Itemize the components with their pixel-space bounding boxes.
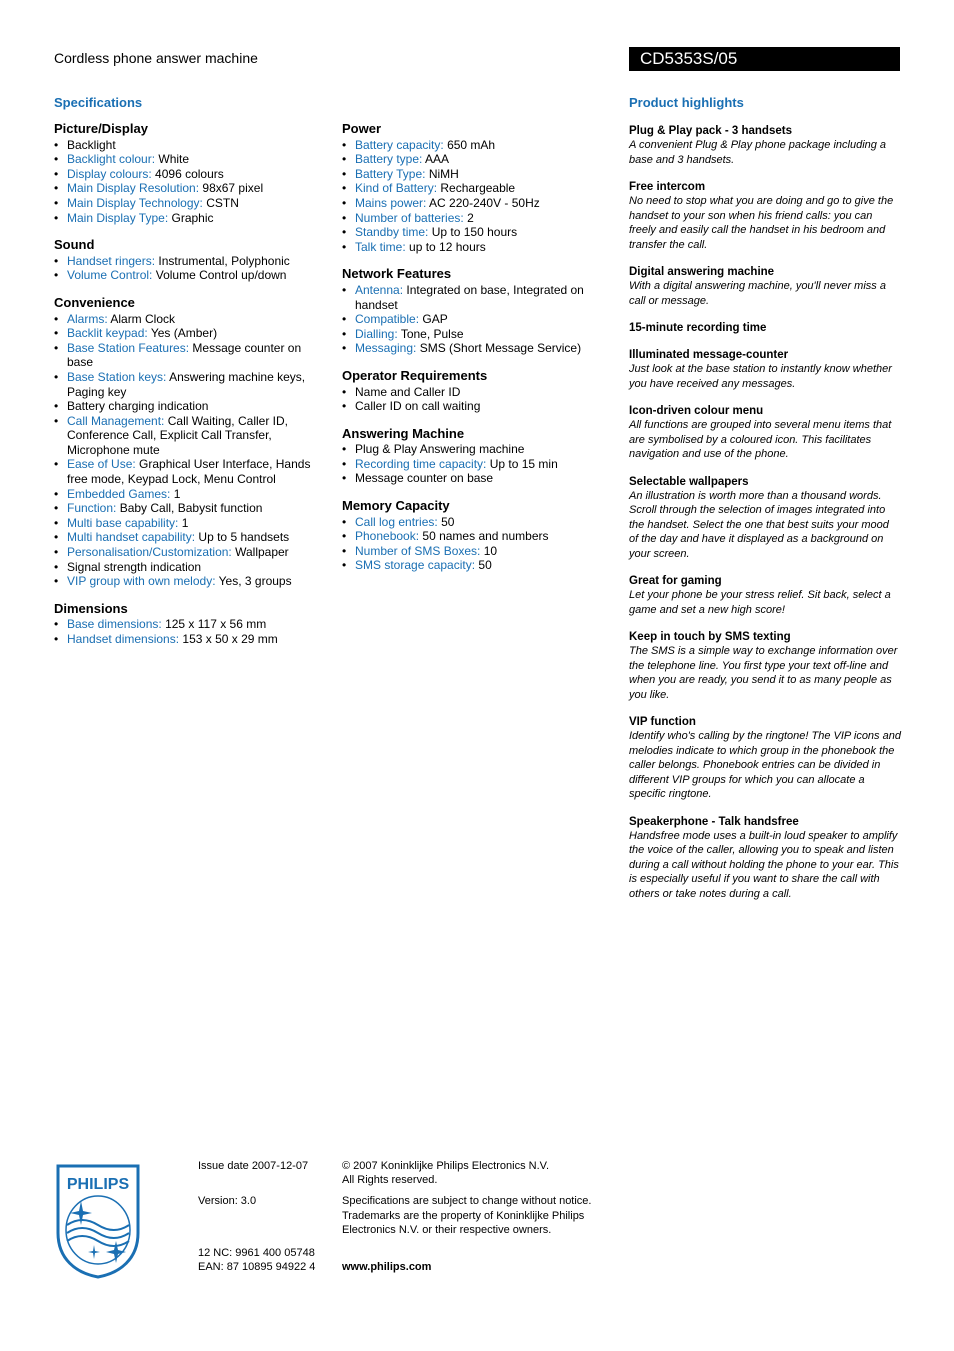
highlight-item bbox=[629, 475, 901, 562]
spec-item-value: Answering machine keys, Paging key bbox=[67, 369, 306, 399]
spec-item bbox=[342, 442, 592, 457]
spec-section-convenience bbox=[54, 296, 326, 589]
highlight-description: Identify who's calling by the ringtone! The VIP icons and melodies indicate to which group in the phonebook the caller belongs. Phonebook entries can be divided in different VIP groups for which you can allocate a specific ringtone. bbox=[629, 730, 901, 800]
spec-item-key: Number of SMS Boxes: bbox=[355, 543, 481, 558]
spec-item-value: SMS (Short Message Service) bbox=[419, 341, 582, 356]
spec-item-key: Call log entries: bbox=[355, 514, 438, 529]
highlight-description: No need to stop what you are doing and go to give the handset to your son when his friend calls: you can freely and easily call the handset in his bedroom and transfer the call. bbox=[629, 195, 894, 251]
spec-section-network bbox=[342, 267, 592, 356]
spec-item-key: Battery capacity: bbox=[355, 137, 444, 152]
spec-item-key: Multi base capability: bbox=[67, 515, 179, 530]
spec-item bbox=[342, 385, 592, 400]
spec-item bbox=[54, 211, 326, 226]
spec-item-key: Main Display Type: bbox=[67, 210, 169, 225]
highlight-item bbox=[629, 265, 901, 308]
spec-item-key: Compatible: bbox=[355, 312, 420, 327]
spec-item bbox=[54, 545, 326, 560]
spec-item bbox=[54, 341, 326, 370]
spec-list bbox=[54, 138, 326, 226]
spec-section-memory bbox=[342, 499, 592, 573]
spec-item-value: Wallpaper bbox=[235, 545, 289, 560]
spec-item-value: Backlight bbox=[67, 137, 116, 152]
spec-item-value: Up to 15 min bbox=[489, 456, 558, 471]
highlight-title: VIP function bbox=[629, 716, 696, 728]
spec-item-key: Ease of Use: bbox=[67, 457, 136, 472]
spec-item bbox=[54, 167, 326, 182]
highlight-title: Selectable wallpapers bbox=[629, 475, 749, 488]
spec-item-value: Graphical User Interface, Hands free mode, Keypad Lock, Menu Control bbox=[67, 457, 311, 487]
version: Version: 3.0 bbox=[198, 1195, 257, 1207]
specs-column-middle bbox=[342, 122, 592, 573]
spec-item-value: Caller ID on call waiting bbox=[355, 399, 481, 414]
spec-item-value: Up to 150 hours bbox=[431, 225, 518, 240]
spec-item-value: 98x67 pixel bbox=[202, 181, 264, 196]
spec-list bbox=[342, 283, 592, 356]
spec-item bbox=[54, 457, 326, 486]
spec-item-key: Phonebook: bbox=[355, 529, 420, 544]
spec-item-key: Antenna: bbox=[355, 282, 404, 297]
spec-item-value: CSTN bbox=[206, 195, 239, 210]
spec-item-value: Signal strength indication bbox=[67, 559, 202, 574]
spec-item-value: Up to 5 handsets bbox=[198, 530, 290, 545]
product-highlights-heading: Product highlights bbox=[629, 95, 744, 110]
spec-item-key: Battery type: bbox=[355, 152, 423, 167]
spec-section-answering bbox=[342, 427, 592, 486]
highlight-title: 15-minute recording time bbox=[629, 322, 767, 334]
spec-item bbox=[54, 574, 326, 589]
spec-item bbox=[54, 501, 326, 516]
spec-item bbox=[342, 457, 592, 472]
highlight-description: With a digital answering machine, you'll never miss a call or message. bbox=[629, 280, 886, 307]
spec-section-title: Power bbox=[342, 121, 382, 136]
highlight-description: All functions are grouped into several menu items that are symbolised by a coloured icon. This facilitates navigation and use of the phone. bbox=[629, 419, 892, 460]
spec-item bbox=[342, 240, 592, 255]
spec-item-key: SMS storage capacity: bbox=[355, 558, 476, 573]
spec-item bbox=[54, 617, 326, 632]
spec-item bbox=[54, 312, 326, 327]
nc-code: 12 NC: 9961 400 05748 bbox=[198, 1247, 315, 1259]
philips-shield-icon bbox=[54, 1163, 142, 1279]
spec-item bbox=[342, 529, 592, 544]
model-number-banner: CD5353S/05 bbox=[629, 47, 900, 71]
spec-item bbox=[342, 138, 592, 153]
spec-item bbox=[54, 530, 326, 545]
spec-section-sound bbox=[54, 238, 326, 283]
spec-item-key: Main Display Technology: bbox=[67, 195, 203, 210]
specs-column-left bbox=[54, 122, 326, 647]
spec-item-value: 50 names and numbers bbox=[422, 529, 549, 544]
highlight-title: Plug & Play pack - 3 handsets bbox=[629, 125, 792, 137]
spec-item bbox=[54, 399, 326, 414]
spec-item bbox=[342, 544, 592, 559]
highlight-item bbox=[629, 321, 901, 335]
website-link[interactable]: www.philips.com bbox=[342, 1261, 432, 1273]
highlight-title: Digital answering machine bbox=[629, 266, 775, 278]
spec-item-value: Message counter on base bbox=[355, 471, 494, 486]
spec-list bbox=[342, 515, 592, 573]
spec-item-key: Base Station keys: bbox=[67, 369, 167, 384]
highlight-item bbox=[629, 180, 901, 252]
spec-list bbox=[342, 138, 592, 255]
spec-item bbox=[342, 515, 592, 530]
highlight-title: Speakerphone - Talk handsfree bbox=[629, 815, 799, 828]
spec-item-value: Integrated on base, Integrated on handset bbox=[355, 282, 584, 312]
highlight-title: Great for gaming bbox=[629, 575, 722, 587]
spec-item-key: Volume Control: bbox=[67, 268, 153, 283]
spec-item-key: Handset dimensions: bbox=[67, 632, 180, 646]
spec-item-value: Name and Caller ID bbox=[355, 384, 461, 399]
spec-item-key: Function: bbox=[67, 501, 117, 516]
spec-item-value: 153 x 50 x 29 mm bbox=[182, 632, 278, 646]
highlight-description: Handsfree mode uses a built-in loud speaker to amplify the voice of the caller, allowing you to speak and listen during a call without holding the phone to your ear. This is especially useful if you want to share the call with others or take notes during a call. bbox=[629, 829, 899, 900]
spec-item-key: Embedded Games: bbox=[67, 486, 171, 501]
spec-item bbox=[54, 487, 326, 502]
highlight-item bbox=[629, 815, 901, 902]
spec-section-title: Sound bbox=[54, 237, 95, 253]
spec-item bbox=[54, 326, 326, 341]
spec-item bbox=[342, 167, 592, 182]
spec-item-key: Number of batteries: bbox=[355, 210, 464, 225]
spec-item-value: 2 bbox=[467, 210, 474, 225]
spec-item-value: AC 220-240V - 50Hz bbox=[429, 195, 540, 210]
spec-item bbox=[342, 312, 592, 327]
spec-item-value: NiMH bbox=[428, 166, 459, 181]
spec-item-value: Graphic bbox=[171, 210, 214, 225]
spec-section-title: Network Features bbox=[342, 266, 452, 282]
highlight-description: The SMS is a simple way to exchange information over the telephone line. You first type your text off-line and when you are ready, you send it to as many people as you like. bbox=[629, 645, 898, 701]
spec-item bbox=[342, 341, 592, 356]
spec-item bbox=[342, 181, 592, 196]
spec-item-value: Volume Control up/down bbox=[155, 268, 287, 283]
spec-item bbox=[342, 152, 592, 167]
spec-item bbox=[342, 225, 592, 240]
spec-item-key: Recording time capacity: bbox=[355, 456, 487, 471]
spec-list bbox=[54, 617, 326, 646]
notice-line-2: Trademarks are the property of Koninklijke Philips bbox=[342, 1210, 585, 1222]
philips-logo-text: PHILIPS bbox=[66, 1176, 130, 1193]
spec-section-title: Picture/Display bbox=[54, 121, 148, 136]
spec-item bbox=[342, 211, 592, 226]
spec-item-key: Alarms: bbox=[67, 311, 108, 326]
spec-item-key: Kind of Battery: bbox=[355, 181, 438, 196]
spec-item-value: Rechargeable bbox=[440, 181, 516, 196]
highlight-title: Illuminated message-counter bbox=[629, 349, 789, 361]
spec-item-value: Yes, 3 groups bbox=[218, 574, 292, 589]
spec-item-key: VIP group with own melody: bbox=[67, 574, 216, 589]
issue-date: Issue date 2007-12-07 bbox=[198, 1160, 309, 1172]
spec-item-value: 4096 colours bbox=[155, 166, 224, 181]
spec-list bbox=[54, 312, 326, 589]
spec-item-key: Call Management: bbox=[67, 413, 165, 428]
spec-item-value: Tone, Pulse bbox=[400, 326, 464, 341]
spec-item bbox=[54, 196, 326, 211]
spec-item-value: White bbox=[158, 152, 190, 167]
highlight-description: An illustration is worth more than a thousand words. Scroll through the selection of images integrated into the handset. Select the one that best suits your mood of the day and have it displayed as a background on your screen. bbox=[629, 489, 889, 560]
spec-item-value: 10 bbox=[483, 543, 498, 558]
spec-item-value: 1 bbox=[181, 515, 189, 530]
spec-item bbox=[54, 181, 326, 196]
spec-item bbox=[54, 516, 326, 531]
spec-item-key: Display colours: bbox=[67, 166, 152, 181]
spec-item-key: Personalisation/Customization: bbox=[67, 545, 232, 560]
notice-line-3: Electronics N.V. or their respective owners. bbox=[342, 1224, 552, 1236]
spec-item-value: Alarm Clock bbox=[110, 311, 176, 326]
spec-item-value: Battery charging indication bbox=[67, 399, 209, 414]
spec-item-value: Call Waiting, Caller ID, Conference Call, Explicit Call Transfer, Microphone mute bbox=[67, 413, 288, 457]
spec-item-value: 50 bbox=[441, 514, 455, 529]
spec-item-key: Battery Type: bbox=[355, 166, 426, 181]
spec-section-title: Memory Capacity bbox=[342, 498, 450, 514]
highlight-description: Let your phone be your stress relief. Sit back, select a game and set a new high score! bbox=[629, 589, 891, 616]
spec-item-key: Messaging: bbox=[355, 341, 417, 356]
spec-item-value: GAP bbox=[422, 312, 448, 327]
spec-item-key: Handset ringers: bbox=[67, 253, 156, 268]
spec-item bbox=[54, 414, 326, 458]
spec-section-title: Operator Requirements bbox=[342, 367, 488, 383]
spec-item bbox=[54, 268, 326, 283]
spec-item-value: 125 x 117 x 56 mm bbox=[165, 617, 267, 632]
spec-item-key: Main Display Resolution: bbox=[67, 181, 200, 196]
highlight-item bbox=[629, 574, 901, 617]
spec-item-value: 50 bbox=[478, 558, 492, 573]
spec-item-value: Baby Call, Babysit function bbox=[119, 501, 263, 516]
spec-section-title: Dimensions bbox=[54, 600, 128, 616]
spec-item-value: 1 bbox=[173, 486, 181, 501]
highlight-title: Keep in touch by SMS texting bbox=[629, 631, 791, 643]
spec-list bbox=[342, 442, 592, 486]
highlight-item bbox=[629, 348, 901, 391]
spec-item-value: AAA bbox=[425, 152, 450, 167]
highlight-item bbox=[629, 404, 901, 462]
highlight-title: Icon-driven colour menu bbox=[629, 405, 764, 417]
spec-item-key: Base dimensions: bbox=[67, 617, 162, 632]
spec-section-title: Answering Machine bbox=[342, 425, 465, 441]
spec-section-operator bbox=[342, 369, 592, 414]
spec-item bbox=[54, 152, 326, 167]
ean-code: EAN: 87 10895 94922 4 bbox=[198, 1261, 316, 1273]
spec-item-key: Base Station Features: bbox=[67, 340, 190, 355]
highlight-title: Free intercom bbox=[629, 181, 706, 193]
spec-item-value: Instrumental, Polyphonic bbox=[158, 253, 290, 268]
spec-item-key: Standby time: bbox=[355, 225, 429, 240]
spec-item bbox=[54, 138, 326, 153]
spec-item-key: Backlit keypad: bbox=[67, 326, 148, 341]
spec-item bbox=[54, 370, 326, 399]
spec-item-key: Talk time: bbox=[355, 239, 406, 254]
highlights-column bbox=[629, 124, 901, 914]
spec-item bbox=[342, 558, 592, 573]
spec-item bbox=[342, 327, 592, 342]
spec-item bbox=[342, 196, 592, 211]
spec-list bbox=[54, 254, 326, 283]
document-title: Cordless phone answer machine bbox=[54, 50, 258, 66]
spec-item bbox=[342, 283, 592, 312]
highlight-description: Just look at the base station to instantly know whether you have received any messages. bbox=[629, 363, 892, 390]
notice-line-1: Specifications are subject to change without notice. bbox=[342, 1195, 592, 1207]
spec-item-value: up to 12 hours bbox=[409, 239, 486, 254]
spec-section-power bbox=[342, 122, 592, 254]
spec-item bbox=[342, 471, 592, 486]
spec-item-value: Plug & Play Answering machine bbox=[355, 442, 525, 457]
spec-list bbox=[342, 385, 592, 414]
highlight-item bbox=[629, 630, 901, 702]
copyright-line-2: All Rights reserved. bbox=[342, 1174, 438, 1186]
highlight-item bbox=[629, 124, 901, 167]
spec-item-value: Message counter on base bbox=[67, 340, 302, 370]
copyright-line-1: © 2007 Koninklijke Philips Electronics N.V. bbox=[342, 1160, 550, 1172]
spec-item bbox=[342, 399, 592, 414]
spec-item bbox=[54, 560, 326, 575]
spec-item-key: Mains power: bbox=[355, 195, 427, 210]
spec-item bbox=[54, 632, 326, 647]
spec-item bbox=[54, 254, 326, 269]
highlight-item bbox=[629, 715, 901, 802]
spec-item-value: 650 mAh bbox=[447, 137, 496, 152]
spec-item-key: Dialling: bbox=[355, 326, 398, 341]
spec-section-title: Convenience bbox=[54, 294, 135, 310]
spec-item-key: Backlight colour: bbox=[67, 152, 156, 167]
spec-item-value: Yes (Amber) bbox=[150, 326, 218, 341]
specifications-heading: Specifications bbox=[54, 95, 143, 110]
spec-section-dimensions bbox=[54, 602, 326, 647]
spec-section-picture-display bbox=[54, 122, 326, 225]
spec-item-key: Multi handset capability: bbox=[67, 530, 196, 545]
highlight-description: A convenient Plug & Play phone package including a base and 3 handsets. bbox=[629, 139, 887, 166]
